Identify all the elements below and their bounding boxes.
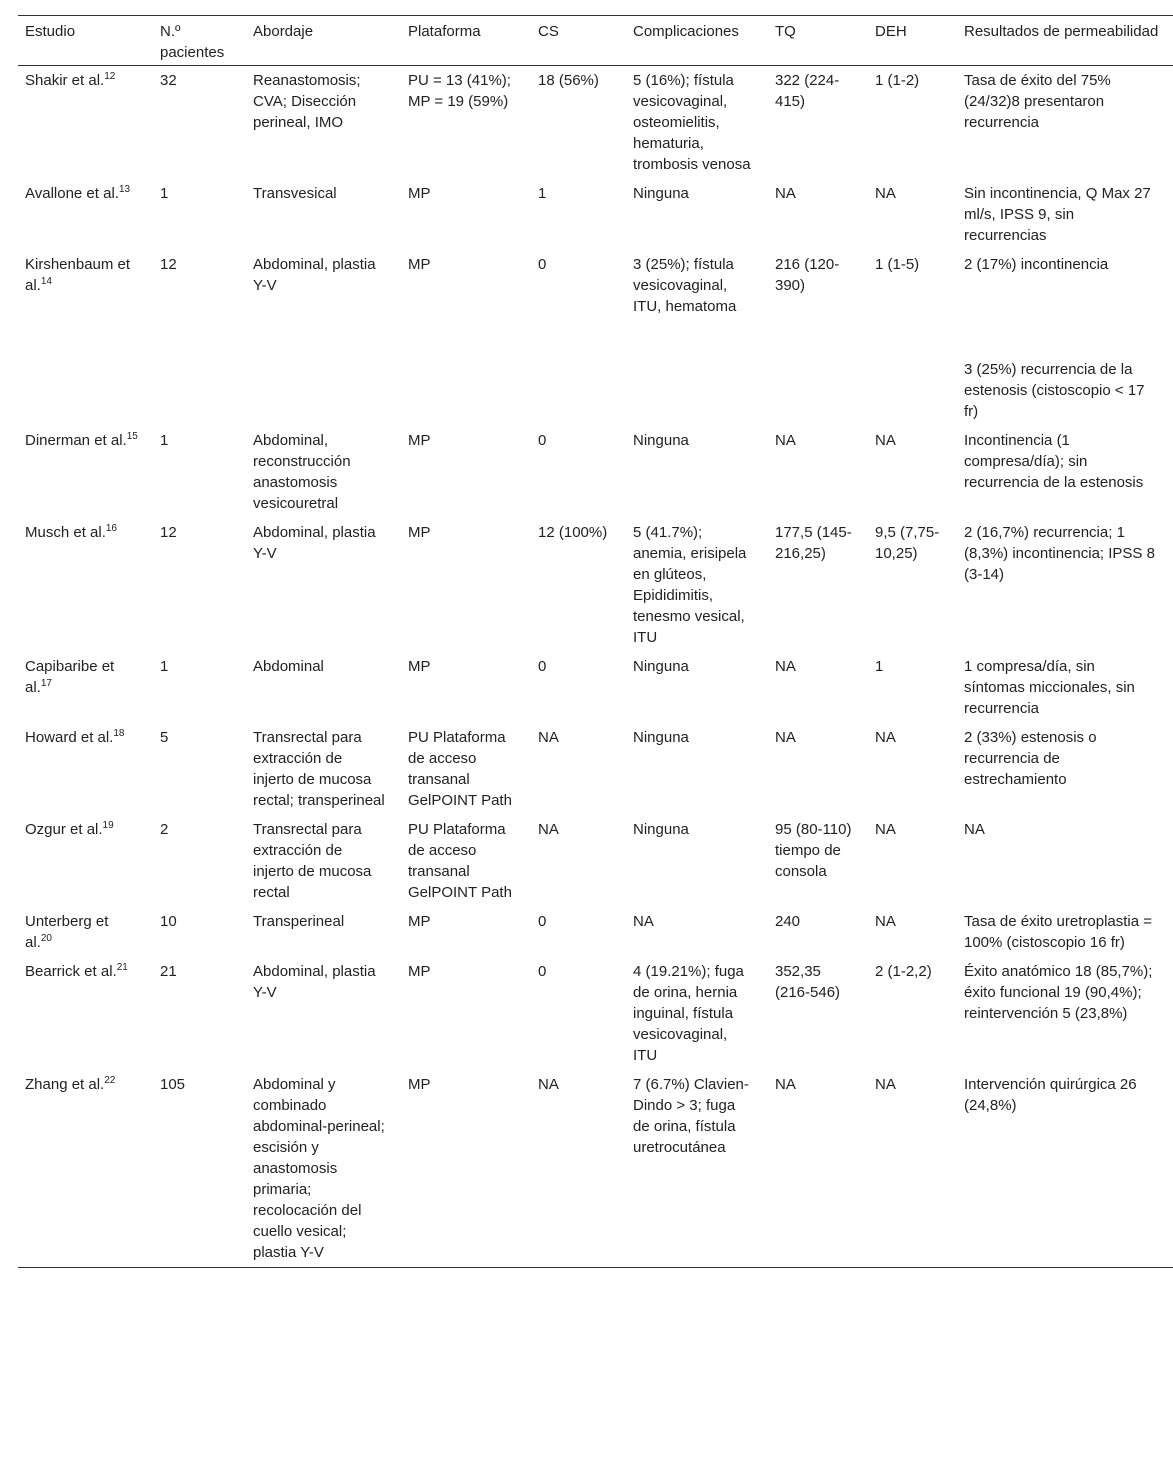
study-cell [18,179,153,250]
results-text: 2 (16,7%) recurrencia; 1 (8,3%) incontinencia; IPSS 8 (3-14) [964,524,1155,583]
study-name: Kirshenbaum et al. [25,256,131,294]
column-header-platform: Plataforma [408,23,481,40]
platform-cell: MP [408,658,431,675]
patients-cell: 21 [160,963,177,980]
deh-cell: NA [875,821,896,838]
results-text: Incontinencia (1 compresa/día); sin recurrencia de la estenosis [964,432,1144,491]
platform-cell: MP [408,185,431,202]
study-name: Ozgur et al. [25,821,103,838]
table-row [18,907,1173,957]
reference-number: 12 [104,71,116,82]
tq-cell: 240 [775,913,801,930]
reference-number: 15 [126,431,138,442]
reference-number: 13 [118,184,131,195]
study-cell [18,907,153,957]
study-name: Bearrick et al. [25,963,117,980]
cs-cell: NA [538,1076,559,1093]
table-row [18,723,1173,815]
results-text: Tasa de éxito del 75% (24/32)8 presentaron recurrencia [964,72,1111,131]
deh-cell: NA [875,1076,896,1093]
patients-cell: 12 [160,256,177,273]
reference-number: 20 [40,933,52,944]
column-header-cs: CS [538,23,559,40]
results-text: Intervención quirúrgica 26 (24,8%) [964,1076,1137,1114]
tq-cell: NA [775,1076,796,1093]
deh-cell: 1 (1-2) [875,72,920,89]
complications-cell: Ninguna [633,185,689,202]
patients-cell: 1 [160,185,169,202]
complications-cell: 7 (6.7%) Clavien-Dindo > 3; fuga de orina, fístula uretrocutánea [633,1076,749,1156]
platform-cell: MP [408,1076,431,1093]
deh-cell: 9,5 (7,75-10,25) [875,524,940,562]
table-body [18,66,1173,1268]
approach-cell: Reanastomosis; CVA; Disección perineal, IMO [253,72,361,131]
results-text: Éxito anatómico 18 (85,7%); éxito funcional 19 (90,4%); reintervención 5 (23,8%) [964,963,1153,1022]
results-cell [957,518,1173,652]
cs-cell: NA [538,729,559,746]
cs-cell: 12 (100%) [538,524,608,541]
study-name: Shakir et al. [25,72,105,89]
approach-cell: Transrectal para extracción de injerto de mucosa rectal [253,821,372,901]
results-cell [957,957,1173,1070]
results-cell [957,815,1173,907]
patients-cell: 32 [160,72,177,89]
study-cell [18,518,153,652]
patients-cell: 2 [160,821,169,838]
reference-number: 14 [40,276,52,287]
tq-cell: 322 (224-415) [775,72,840,110]
study-cell [18,723,153,815]
reference-number: 19 [102,820,114,831]
patients-cell: 12 [160,524,177,541]
header-row [18,16,1173,66]
tq-cell: 95 (80-110) tiempo de consola [775,821,852,880]
complications-cell: Ninguna [633,658,689,675]
platform-cell: PU Plataforma de acceso transanal GelPOINT Path [408,729,512,809]
study-name: Dinerman et al. [25,432,127,449]
reference-number: 22 [104,1075,116,1086]
results-cell [957,250,1173,426]
study-name: Unterberg et al. [25,913,109,951]
approach-cell: Abdominal, plastia Y-V [253,963,376,1001]
reference-number: 17 [40,678,52,689]
cs-cell: 0 [538,432,547,449]
approach-cell: Transvesical [253,185,337,202]
results-spacer [964,275,1159,296]
results-text: NA [964,821,985,838]
table-row [18,250,1173,426]
deh-cell: NA [875,432,896,449]
complications-cell: Ninguna [633,432,689,449]
study-cell [18,426,153,518]
cs-cell: 18 (56%) [538,72,599,89]
complications-cell: 5 (16%); fístula vesicovaginal, osteomielitis, hematuria, trombosis venosa [633,72,751,173]
table-row [18,815,1173,907]
table-row [18,652,1173,723]
tq-cell: 352,35 (216-546) [775,963,841,1001]
study-name: Capibaribe et al. [25,658,115,696]
column-header-approach: Abordaje [253,23,314,40]
cs-cell: NA [538,821,559,838]
deh-cell: NA [875,185,896,202]
studies-table [18,15,1173,1268]
table-row [18,1070,1173,1268]
approach-cell: Abdominal, plastia Y-V [253,256,376,294]
results-cell [957,426,1173,518]
platform-cell: PU = 13 (41%); MP = 19 (59%) [408,72,511,110]
patients-cell: 105 [160,1076,186,1093]
study-name: Howard et al. [25,729,114,746]
study-name: Avallone et al. [25,185,119,202]
approach-cell: Abdominal, plastia Y-V [253,524,376,562]
patients-cell: 5 [160,729,169,746]
column-header-results: Resultados de permeabilidad [964,23,1159,40]
approach-cell: Transperineal [253,913,345,930]
reference-number: 16 [105,523,117,534]
complications-cell: Ninguna [633,821,689,838]
results-cell [957,179,1173,250]
platform-cell: MP [408,256,431,273]
results-cell [957,652,1173,723]
reference-number: 18 [113,728,125,739]
tq-cell: NA [775,185,796,202]
platform-cell: MP [408,913,431,930]
results-spacer [964,338,1159,359]
patients-cell: 1 [160,658,169,675]
study-cell [18,652,153,723]
results-cell [957,66,1173,180]
column-header-deh: DEH [875,23,907,40]
approach-cell: Transrectal para extracción de injerto de mucosa rectal; transperineal [253,729,385,809]
approach-cell: Abdominal [253,658,324,675]
results-cell [957,1070,1173,1268]
column-header-study: Estudio [25,23,76,40]
study-cell [18,66,153,180]
patients-cell: 10 [160,913,177,930]
complications-cell: 4 (19.21%); fuga de orina, hernia inguinal, fístula vesicovaginal, ITU [633,963,744,1064]
results-extra-text: 3 (25%) recurrencia de la estenosis (cistoscopio < 17 fr) [964,361,1145,420]
results-cell [957,907,1173,957]
tq-cell: NA [775,658,796,675]
table-row [18,426,1173,518]
approach-cell: Abdominal, reconstrucción anastomosis vesicouretral [253,432,351,512]
study-name: Zhang et al. [25,1076,105,1093]
table-row [18,518,1173,652]
cs-cell: 0 [538,963,547,980]
deh-cell: NA [875,729,896,746]
study-cell [18,815,153,907]
tq-cell: 216 (120-390) [775,256,840,294]
results-text: Sin incontinencia, Q Max 27 ml/s, IPSS 9, sin recurrencias [964,185,1151,244]
study-cell [18,957,153,1070]
column-header-complications: Complicaciones [633,23,739,40]
deh-cell: 2 (1-2,2) [875,963,932,980]
deh-cell: 1 [875,658,884,675]
cs-cell: 0 [538,256,547,273]
complications-cell: Ninguna [633,729,689,746]
tq-cell: 177,5 (145-216,25) [775,524,852,562]
deh-cell: 1 (1-5) [875,256,920,273]
results-text: 2 (17%) incontinencia [964,256,1109,273]
reference-number: 21 [116,962,128,973]
study-name: Musch et al. [25,524,106,541]
table-row [18,957,1173,1070]
tq-cell: NA [775,729,796,746]
study-cell [18,1070,153,1268]
results-spacer [964,317,1159,338]
results-text: Tasa de éxito uretroplastia = 100% (cistoscopio 16 fr) [964,913,1153,951]
column-header-patients: N.º pacientes [160,23,225,61]
tq-cell: NA [775,432,796,449]
table-row [18,179,1173,250]
approach-cell: Abdominal y combinado abdominal-perineal; escisión y anastomosis primaria; recolocación del cuello vesical; plastia Y-V [253,1076,385,1261]
complications-cell: 3 (25%); fístula vesicovaginal, ITU, hematoma [633,256,737,315]
platform-cell: PU Plataforma de acceso transanal GelPOINT Path [408,821,512,901]
complications-cell: NA [633,913,654,930]
platform-cell: MP [408,963,431,980]
complications-cell: 5 (41.7%); anemia, erisipela en glúteos, Epididimitis, tenesmo vesical, ITU [633,524,747,646]
cs-cell: 1 [538,185,547,202]
cs-cell: 0 [538,658,547,675]
table-row [18,66,1173,180]
deh-cell: NA [875,913,896,930]
results-text: 1 compresa/día, sin síntomas miccionales, sin recurrencia [964,658,1135,717]
platform-cell: MP [408,432,431,449]
results-spacer [964,296,1159,317]
results-text: 2 (33%) estenosis o recurrencia de estrechamiento [964,729,1097,788]
patients-cell: 1 [160,432,169,449]
table-header [18,16,1173,66]
study-cell [18,250,153,426]
column-header-tq: TQ [775,23,796,40]
platform-cell: MP [408,524,431,541]
results-cell [957,723,1173,815]
cs-cell: 0 [538,913,547,930]
